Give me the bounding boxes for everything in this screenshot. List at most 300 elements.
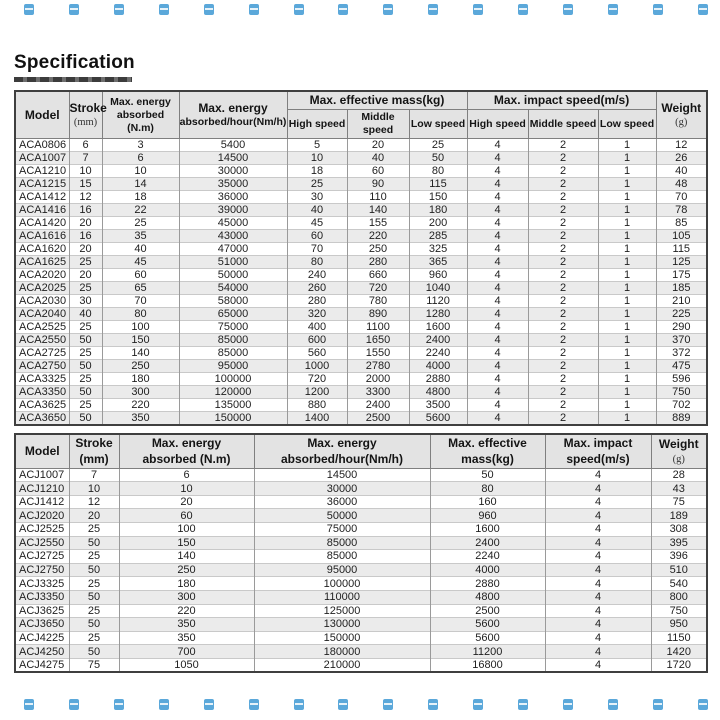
- col-header-energy-absorbed-hour: Max. energy absorbed/hour(Nm/h): [179, 91, 287, 139]
- value-cell: 1: [598, 230, 656, 243]
- value-cell: 2: [528, 295, 598, 308]
- value-cell: 85000: [254, 536, 430, 550]
- value-cell: 6: [69, 139, 102, 152]
- value-cell: 5: [287, 139, 347, 152]
- value-cell: 2: [528, 152, 598, 165]
- model-cell: ACA2030: [15, 295, 69, 308]
- model-cell: ACA3625: [15, 399, 69, 412]
- value-cell: 1050: [119, 658, 254, 672]
- value-cell: 90: [347, 178, 409, 191]
- value-cell: 4: [467, 269, 528, 282]
- value-cell: 300: [102, 386, 179, 399]
- value-cell: 40: [287, 204, 347, 217]
- value-cell: 51000: [179, 256, 287, 269]
- value-cell: 780: [347, 295, 409, 308]
- value-cell: 60: [347, 165, 409, 178]
- value-cell: 25: [69, 282, 102, 295]
- col-header-weight: Weight (g): [651, 434, 707, 468]
- value-cell: 4: [545, 468, 651, 482]
- value-cell: 700: [119, 645, 254, 659]
- value-cell: 14500: [254, 468, 430, 482]
- value-cell: 1150: [651, 631, 707, 645]
- value-cell: 30000: [179, 165, 287, 178]
- value-cell: 2: [528, 399, 598, 412]
- value-cell: 85000: [179, 347, 287, 360]
- value-cell: 365: [409, 256, 467, 269]
- value-cell: 4000: [409, 360, 467, 373]
- col-header-model: Model: [15, 434, 69, 468]
- value-cell: 10: [69, 482, 119, 496]
- value-cell: 4: [467, 282, 528, 295]
- table-row: [15, 509, 707, 523]
- value-cell: 285: [409, 230, 467, 243]
- model-cell: ACJ2525: [15, 523, 69, 537]
- value-cell: 1: [598, 204, 656, 217]
- value-cell: 50: [409, 152, 467, 165]
- value-cell: 2: [528, 269, 598, 282]
- model-cell: ACJ1412: [15, 495, 69, 509]
- value-cell: 1100: [347, 321, 409, 334]
- value-cell: 1: [598, 165, 656, 178]
- table-row: [15, 577, 707, 591]
- value-cell: 1600: [409, 321, 467, 334]
- col-header-energy-absorbed: Max. energy absorbed (N.m): [119, 434, 254, 468]
- value-cell: 50: [69, 360, 102, 373]
- value-cell: 1: [598, 373, 656, 386]
- value-cell: 30000: [254, 482, 430, 496]
- table-row: [15, 618, 707, 632]
- value-cell: 372: [656, 347, 707, 360]
- model-cell: ACA3325: [15, 373, 69, 386]
- value-cell: 1040: [409, 282, 467, 295]
- value-cell: 4: [467, 412, 528, 426]
- value-cell: 125000: [254, 604, 430, 618]
- value-cell: 12: [69, 495, 119, 509]
- col-header-impact-speed: Max. impact speed(m/s): [467, 91, 656, 110]
- value-cell: 150: [409, 191, 467, 204]
- value-cell: 78: [656, 204, 707, 217]
- subheader-speed-middle: Middle speed: [528, 110, 598, 139]
- watermark-mark-icon: [294, 699, 304, 710]
- value-cell: 60: [119, 509, 254, 523]
- value-cell: 45: [102, 256, 179, 269]
- table-row: [15, 550, 707, 564]
- value-cell: 2880: [409, 373, 467, 386]
- value-cell: 110: [347, 191, 409, 204]
- table-row: [15, 523, 707, 537]
- watermark-mark-icon: [383, 699, 393, 710]
- table-row: [15, 152, 707, 165]
- value-cell: 600: [287, 334, 347, 347]
- value-cell: 4: [545, 590, 651, 604]
- value-cell: 220: [347, 230, 409, 243]
- table-row: [15, 334, 707, 347]
- value-cell: 6: [119, 468, 254, 482]
- value-cell: 180000: [254, 645, 430, 659]
- value-cell: 4: [467, 308, 528, 321]
- value-cell: 50: [69, 412, 102, 426]
- table-row: [15, 308, 707, 321]
- value-cell: 2: [528, 308, 598, 321]
- table-row: [15, 399, 707, 412]
- value-cell: 25: [409, 139, 467, 152]
- model-cell: ACA2550: [15, 334, 69, 347]
- value-cell: 4: [467, 256, 528, 269]
- col-header-weight: Weight (g): [656, 91, 707, 139]
- value-cell: 6: [102, 152, 179, 165]
- value-cell: 150: [102, 334, 179, 347]
- value-cell: 80: [430, 482, 545, 496]
- value-cell: 4: [545, 509, 651, 523]
- value-cell: 20: [69, 243, 102, 256]
- value-cell: 4: [545, 482, 651, 496]
- value-cell: 50: [69, 563, 119, 577]
- subheader-mass-low-speed: Low speed: [409, 110, 467, 139]
- col-header-effective-mass: Max. effective mass(kg): [430, 434, 545, 468]
- value-cell: 1400: [287, 412, 347, 426]
- value-cell: 560: [287, 347, 347, 360]
- page-title: Specification: [14, 52, 135, 73]
- table-row: [15, 495, 707, 509]
- value-cell: 4000: [430, 563, 545, 577]
- value-cell: 25: [69, 577, 119, 591]
- model-cell: ACA3650: [15, 412, 69, 426]
- col-header-stroke: Stroke (mm): [69, 434, 119, 468]
- value-cell: 12: [69, 191, 102, 204]
- value-cell: 395: [651, 536, 707, 550]
- subheader-speed-high: High speed: [467, 110, 528, 139]
- value-cell: 18: [287, 165, 347, 178]
- table-row: [15, 658, 707, 672]
- value-cell: 4800: [430, 590, 545, 604]
- value-cell: 40: [69, 308, 102, 321]
- value-cell: 25: [69, 373, 102, 386]
- value-cell: 16: [69, 204, 102, 217]
- value-cell: 150000: [254, 631, 430, 645]
- table-row: [15, 295, 707, 308]
- subheader-mass-high-speed: High speed: [287, 110, 347, 139]
- value-cell: 85000: [179, 334, 287, 347]
- value-cell: 180: [119, 577, 254, 591]
- value-cell: 1: [598, 269, 656, 282]
- value-cell: 4: [545, 577, 651, 591]
- value-cell: 2: [528, 334, 598, 347]
- value-cell: 2: [528, 373, 598, 386]
- value-cell: 1: [598, 412, 656, 426]
- table-row: [15, 386, 707, 399]
- value-cell: 4: [545, 604, 651, 618]
- value-cell: 4: [467, 152, 528, 165]
- value-cell: 1: [598, 308, 656, 321]
- model-cell: ACJ2550: [15, 536, 69, 550]
- value-cell: 702: [656, 399, 707, 412]
- value-cell: 1420: [651, 645, 707, 659]
- watermark-mark-icon: [428, 699, 438, 710]
- value-cell: 320: [287, 308, 347, 321]
- table-row: [15, 563, 707, 577]
- value-cell: 3: [102, 139, 179, 152]
- model-cell: ACJ2750: [15, 563, 69, 577]
- value-cell: 4: [467, 399, 528, 412]
- value-cell: 280: [347, 256, 409, 269]
- model-cell: ACA1210: [15, 165, 69, 178]
- value-cell: 1: [598, 243, 656, 256]
- value-cell: 4: [467, 360, 528, 373]
- value-cell: 135000: [179, 399, 287, 412]
- watermark-mark-icon: [249, 699, 259, 710]
- watermark-mark-icon: [24, 699, 34, 710]
- value-cell: 60: [287, 230, 347, 243]
- value-cell: 75000: [254, 523, 430, 537]
- value-cell: 60: [102, 269, 179, 282]
- value-cell: 1280: [409, 308, 467, 321]
- value-cell: 1000: [287, 360, 347, 373]
- value-cell: 45000: [179, 217, 287, 230]
- value-cell: 4: [467, 386, 528, 399]
- aca-table-body: [15, 139, 707, 426]
- value-cell: 12: [656, 139, 707, 152]
- value-cell: 280: [287, 295, 347, 308]
- model-cell: ACJ3650: [15, 618, 69, 632]
- value-cell: 2: [528, 178, 598, 191]
- value-cell: 800: [651, 590, 707, 604]
- value-cell: 1: [598, 334, 656, 347]
- col-header-effective-mass: Max. effective mass(kg): [287, 91, 467, 110]
- value-cell: 50: [69, 536, 119, 550]
- value-cell: 25: [69, 347, 102, 360]
- model-cell: ACJ2725: [15, 550, 69, 564]
- value-cell: 95000: [254, 563, 430, 577]
- value-cell: 16800: [430, 658, 545, 672]
- value-cell: 25: [102, 217, 179, 230]
- value-cell: 2: [528, 412, 598, 426]
- value-cell: 2780: [347, 360, 409, 373]
- value-cell: 50: [69, 618, 119, 632]
- value-cell: 130000: [254, 618, 430, 632]
- value-cell: 25: [69, 604, 119, 618]
- table-row: [15, 645, 707, 659]
- value-cell: 40: [656, 165, 707, 178]
- value-cell: 50000: [254, 509, 430, 523]
- value-cell: 105: [656, 230, 707, 243]
- value-cell: 260: [287, 282, 347, 295]
- value-cell: 2500: [347, 412, 409, 426]
- value-cell: 1: [598, 347, 656, 360]
- value-cell: 4: [545, 631, 651, 645]
- value-cell: 1720: [651, 658, 707, 672]
- value-cell: 4: [545, 645, 651, 659]
- table-row: [15, 468, 707, 482]
- value-cell: 80: [409, 165, 467, 178]
- value-cell: 2240: [409, 347, 467, 360]
- value-cell: 1: [598, 386, 656, 399]
- value-cell: 140: [102, 347, 179, 360]
- value-cell: 28: [651, 468, 707, 482]
- value-cell: 15: [69, 178, 102, 191]
- value-cell: 43000: [179, 230, 287, 243]
- value-cell: 3300: [347, 386, 409, 399]
- value-cell: 25: [287, 178, 347, 191]
- value-cell: 3500: [409, 399, 467, 412]
- value-cell: 40: [347, 152, 409, 165]
- subheader-speed-low: Low speed: [598, 110, 656, 139]
- value-cell: 4: [467, 373, 528, 386]
- value-cell: 85: [656, 217, 707, 230]
- value-cell: 80: [102, 308, 179, 321]
- value-cell: 720: [347, 282, 409, 295]
- value-cell: 75000: [179, 321, 287, 334]
- value-cell: 200: [409, 217, 467, 230]
- value-cell: 300: [119, 590, 254, 604]
- value-cell: 30: [287, 191, 347, 204]
- value-cell: 510: [651, 563, 707, 577]
- model-cell: ACA1007: [15, 152, 69, 165]
- value-cell: 350: [119, 631, 254, 645]
- model-cell: ACA0806: [15, 139, 69, 152]
- value-cell: 4: [467, 165, 528, 178]
- value-cell: 475: [656, 360, 707, 373]
- value-cell: 1: [598, 282, 656, 295]
- acj-spec-table: [14, 433, 708, 673]
- table-row: [15, 139, 707, 152]
- value-cell: 350: [119, 618, 254, 632]
- value-cell: 4: [467, 243, 528, 256]
- watermark-mark-icon: [114, 699, 124, 710]
- value-cell: 4: [467, 334, 528, 347]
- model-cell: ACA1416: [15, 204, 69, 217]
- value-cell: 4: [545, 658, 651, 672]
- value-cell: 2240: [430, 550, 545, 564]
- value-cell: 36000: [254, 495, 430, 509]
- value-cell: 880: [287, 399, 347, 412]
- value-cell: 5600: [430, 618, 545, 632]
- model-cell: ACJ4250: [15, 645, 69, 659]
- value-cell: 70: [102, 295, 179, 308]
- value-cell: 14500: [179, 152, 287, 165]
- model-cell: ACJ2020: [15, 509, 69, 523]
- model-cell: ACJ1007: [15, 468, 69, 482]
- value-cell: 22: [102, 204, 179, 217]
- value-cell: 115: [656, 243, 707, 256]
- watermark-mark-icon: [518, 699, 528, 710]
- value-cell: 65000: [179, 308, 287, 321]
- value-cell: 1: [598, 191, 656, 204]
- value-cell: 1: [598, 152, 656, 165]
- value-cell: 100: [119, 523, 254, 537]
- watermark-mark-icon: [338, 699, 348, 710]
- value-cell: 5600: [430, 631, 545, 645]
- value-cell: 4: [545, 618, 651, 632]
- value-cell: 115: [409, 178, 467, 191]
- value-cell: 100000: [254, 577, 430, 591]
- col-header-energy-absorbed-hour: Max. energy absorbed/hour(Nm/h): [254, 434, 430, 468]
- value-cell: 120000: [179, 386, 287, 399]
- value-cell: 50000: [179, 269, 287, 282]
- value-cell: 100000: [179, 373, 287, 386]
- value-cell: 175: [656, 269, 707, 282]
- value-cell: 100: [102, 321, 179, 334]
- model-cell: ACJ4225: [15, 631, 69, 645]
- value-cell: 720: [287, 373, 347, 386]
- value-cell: 25: [69, 523, 119, 537]
- model-cell: ACA1412: [15, 191, 69, 204]
- value-cell: 20: [69, 509, 119, 523]
- value-cell: 1: [598, 321, 656, 334]
- value-cell: 2400: [409, 334, 467, 347]
- aca-spec-table: [14, 90, 708, 426]
- value-cell: 70: [656, 191, 707, 204]
- acj-table-header: [15, 434, 707, 468]
- value-cell: 150000: [179, 412, 287, 426]
- value-cell: 596: [656, 373, 707, 386]
- table-row: [15, 360, 707, 373]
- value-cell: 2: [528, 360, 598, 373]
- col-header-model: Model: [15, 91, 69, 139]
- model-cell: ACJ4275: [15, 658, 69, 672]
- value-cell: 889: [656, 412, 707, 426]
- value-cell: 2: [528, 243, 598, 256]
- value-cell: 10: [102, 165, 179, 178]
- value-cell: 85000: [254, 550, 430, 564]
- value-cell: 50: [69, 334, 102, 347]
- model-cell: ACA1620: [15, 243, 69, 256]
- value-cell: 180: [409, 204, 467, 217]
- value-cell: 50: [69, 590, 119, 604]
- value-cell: 48: [656, 178, 707, 191]
- watermark-mark-icon: [473, 699, 483, 710]
- value-cell: 1: [598, 295, 656, 308]
- value-cell: 1: [598, 178, 656, 191]
- model-cell: ACJ1210: [15, 482, 69, 496]
- watermark-mark-icon: [204, 699, 214, 710]
- value-cell: 80: [287, 256, 347, 269]
- aca-table-header: [15, 91, 707, 139]
- value-cell: 2: [528, 165, 598, 178]
- value-cell: 16: [69, 230, 102, 243]
- value-cell: 140: [119, 550, 254, 564]
- table-row: [15, 282, 707, 295]
- model-cell: ACJ3325: [15, 577, 69, 591]
- value-cell: 4: [467, 191, 528, 204]
- value-cell: 4: [467, 295, 528, 308]
- value-cell: 2400: [347, 399, 409, 412]
- value-cell: 2: [528, 386, 598, 399]
- value-cell: 20: [119, 495, 254, 509]
- model-cell: ACA1625: [15, 256, 69, 269]
- value-cell: 220: [119, 604, 254, 618]
- model-cell: ACA2750: [15, 360, 69, 373]
- value-cell: 4: [545, 536, 651, 550]
- table-row: [15, 482, 707, 496]
- value-cell: 140: [347, 204, 409, 217]
- title-underline-bar: [14, 77, 132, 82]
- value-cell: 2: [528, 230, 598, 243]
- value-cell: 75: [69, 658, 119, 672]
- value-cell: 1200: [287, 386, 347, 399]
- col-header-impact-speed: Max. impact speed(m/s): [545, 434, 651, 468]
- value-cell: 185: [656, 282, 707, 295]
- value-cell: 290: [656, 321, 707, 334]
- value-cell: 960: [430, 509, 545, 523]
- table-row: [15, 373, 707, 386]
- value-cell: 4: [467, 178, 528, 191]
- value-cell: 20: [69, 217, 102, 230]
- value-cell: 2: [528, 139, 598, 152]
- value-cell: 2: [528, 204, 598, 217]
- value-cell: 65: [102, 282, 179, 295]
- model-cell: ACA1215: [15, 178, 69, 191]
- value-cell: 25: [69, 550, 119, 564]
